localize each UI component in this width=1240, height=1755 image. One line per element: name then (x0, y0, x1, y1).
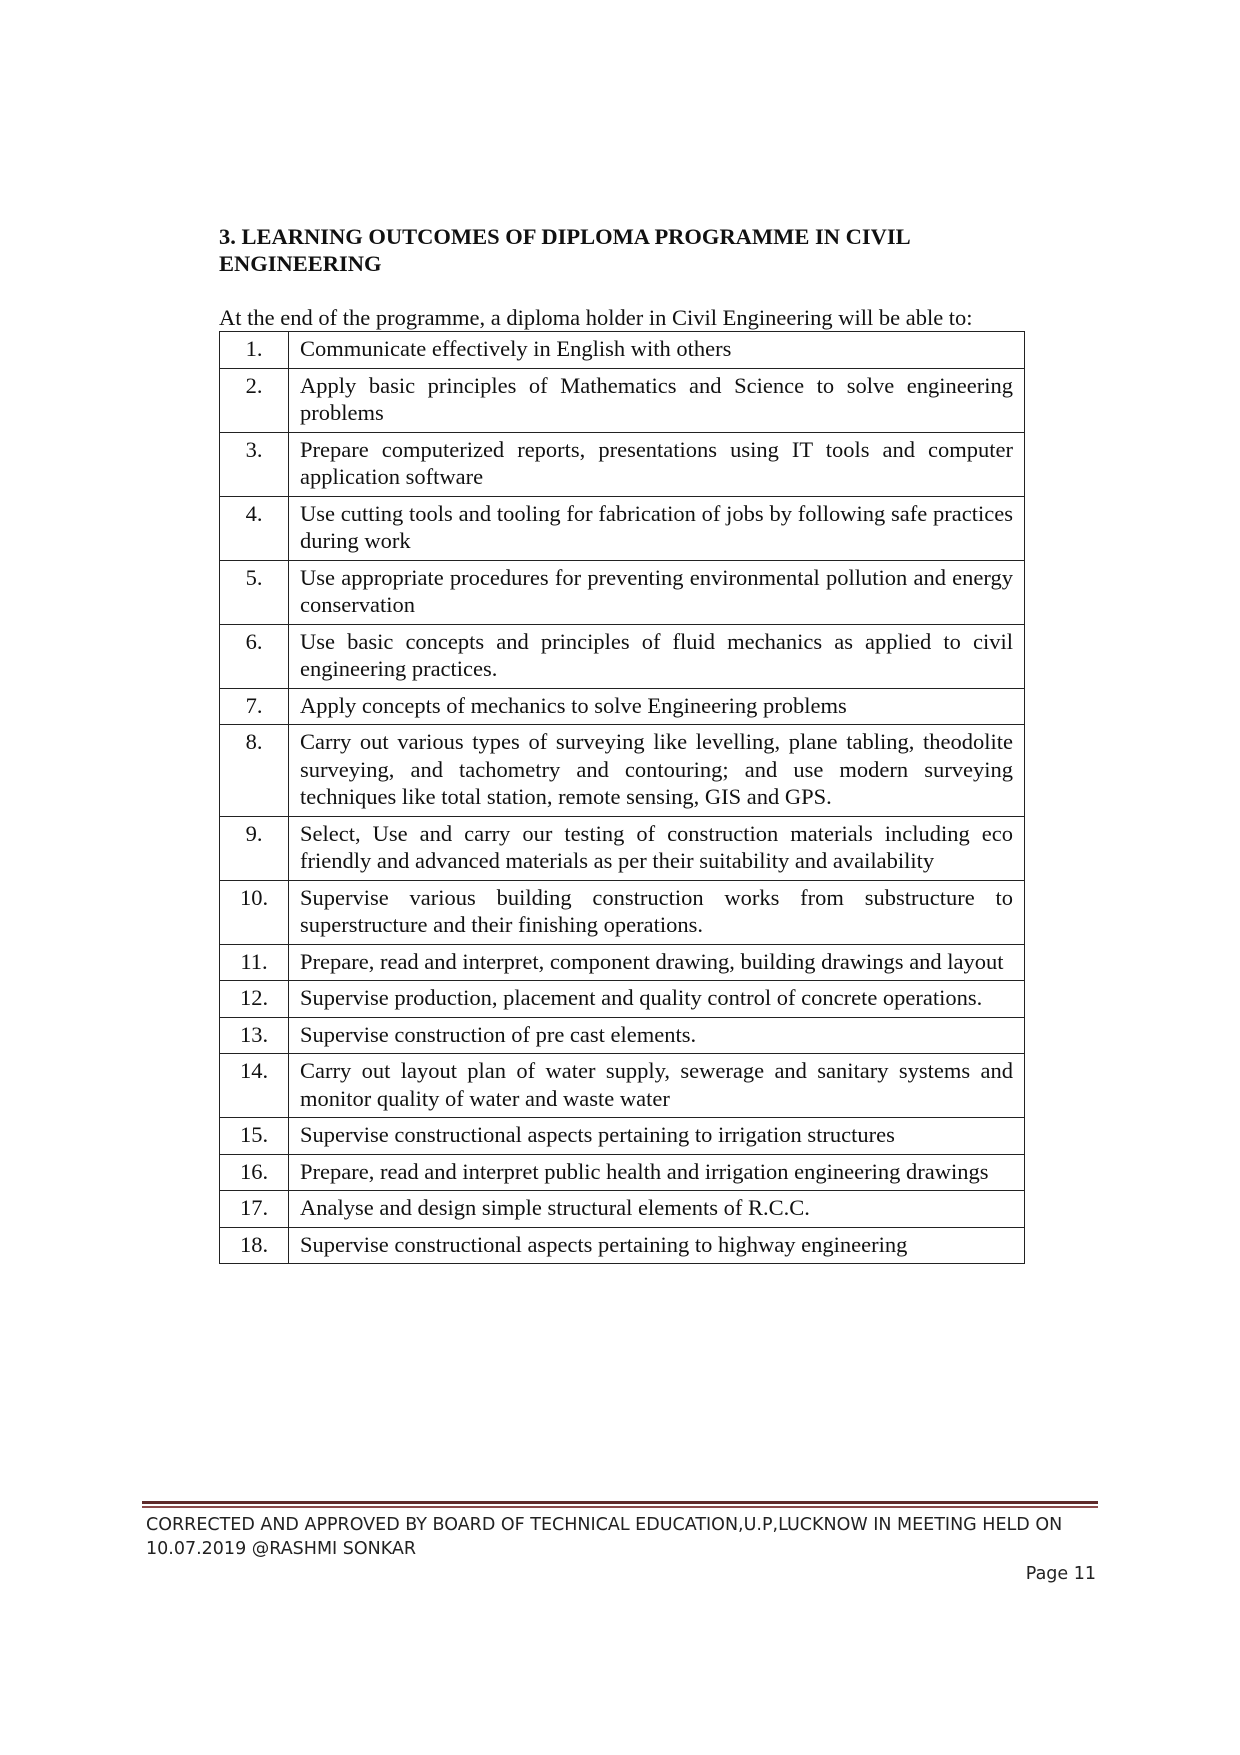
outcome-text: Select, Use and carry our testing of construction materials including eco friendly and advanced materials as per their suitability and availability (289, 816, 1025, 880)
outcome-text: Analyse and design simple structural elements of R.C.C. (289, 1191, 1025, 1228)
footer-divider-thin (142, 1506, 1098, 1508)
outcome-text: Supervise construction of pre cast elements. (289, 1017, 1025, 1054)
intro-text: At the end of the programme, a diploma holder in Civil Engineering will be able to: (219, 305, 973, 330)
outcome-number: 5. (220, 560, 289, 624)
outcome-text: Supervise constructional aspects pertaining to irrigation structures (289, 1118, 1025, 1155)
table-row (220, 560, 1025, 624)
table-row (220, 332, 1025, 369)
table-row (220, 368, 1025, 432)
table-row (220, 1227, 1025, 1264)
outcome-text: Use appropriate procedures for preventing environmental pollution and energy conservation (289, 560, 1025, 624)
table-row (220, 432, 1025, 496)
footer-divider (142, 1501, 1098, 1504)
outcome-text: Supervise constructional aspects pertaining to highway engineering (289, 1227, 1025, 1264)
outcome-number: 7. (220, 688, 289, 725)
table-row (220, 1118, 1025, 1155)
outcome-text: Communicate effectively in English with others (289, 332, 1025, 369)
outcome-text: Prepare computerized reports, presentations using IT tools and computer application software (289, 432, 1025, 496)
outcome-number: 6. (220, 624, 289, 688)
outcome-number: 14. (220, 1054, 289, 1118)
table-row (220, 688, 1025, 725)
table-row (220, 944, 1025, 981)
outcome-number: 10. (220, 880, 289, 944)
table-row (220, 1191, 1025, 1228)
outcome-number: 9. (220, 816, 289, 880)
footer (146, 1513, 1106, 1561)
table-row (220, 981, 1025, 1018)
outcome-text: Use cutting tools and tooling for fabrication of jobs by following safe practices during work (289, 496, 1025, 560)
table-row (220, 880, 1025, 944)
table-row (220, 725, 1025, 817)
outcome-number: 4. (220, 496, 289, 560)
table-row (220, 816, 1025, 880)
page-number: Page 11 (1025, 1564, 1096, 1584)
outcome-number: 15. (220, 1118, 289, 1155)
outcome-number: 2. (220, 368, 289, 432)
outcome-text: Prepare, read and interpret public health and irrigation engineering drawings (289, 1154, 1025, 1191)
outcome-number: 3. (220, 432, 289, 496)
outcome-text: Prepare, read and interpret, component drawing, building drawings and layout (289, 944, 1025, 981)
outcome-number: 12. (220, 981, 289, 1018)
outcome-number: 1. (220, 332, 289, 369)
outcome-number: 18. (220, 1227, 289, 1264)
footer-line-2: 10.07.2019 @RASHMI SONKAR (146, 1539, 417, 1559)
outcome-number: 8. (220, 725, 289, 817)
footer-line-1: CORRECTED AND APPROVED BY BOARD OF TECHNICAL EDUCATION,U.P,LUCKNOW IN MEETING HELD ON (146, 1515, 1063, 1535)
outcome-number: 11. (220, 944, 289, 981)
outcomes-table-body (220, 332, 1025, 1264)
table-row (220, 1054, 1025, 1118)
outcome-number: 13. (220, 1017, 289, 1054)
outcome-text: Apply concepts of mechanics to solve Engineering problems (289, 688, 1025, 725)
outcome-number: 17. (220, 1191, 289, 1228)
table-row (220, 624, 1025, 688)
table-row (220, 1017, 1025, 1054)
outcome-text: Carry out layout plan of water supply, sewerage and sanitary systems and monitor quality of water and waste water (289, 1054, 1025, 1118)
learning-outcomes-table (219, 331, 1025, 1264)
outcome-number: 16. (220, 1154, 289, 1191)
outcome-text: Apply basic principles of Mathematics and Science to solve engineering problems (289, 368, 1025, 432)
outcome-text: Supervise various building construction works from substructure to superstructure and their finishing operations. (289, 880, 1025, 944)
section-heading: 3. LEARNING OUTCOMES OF DIPLOMA PROGRAMME IN CIVIL ENGINEERING (219, 224, 910, 276)
table-row (220, 1154, 1025, 1191)
outcome-text: Supervise production, placement and quality control of concrete operations. (289, 981, 1025, 1018)
outcome-text: Carry out various types of surveying like levelling, plane tabling, theodolite surveying, and tachometry and contouring; and use modern surveying techniques like total station, remote sensing, GIS and GPS. (289, 725, 1025, 817)
outcome-text: Use basic concepts and principles of fluid mechanics as applied to civil engineering practices. (289, 624, 1025, 688)
table-row (220, 496, 1025, 560)
